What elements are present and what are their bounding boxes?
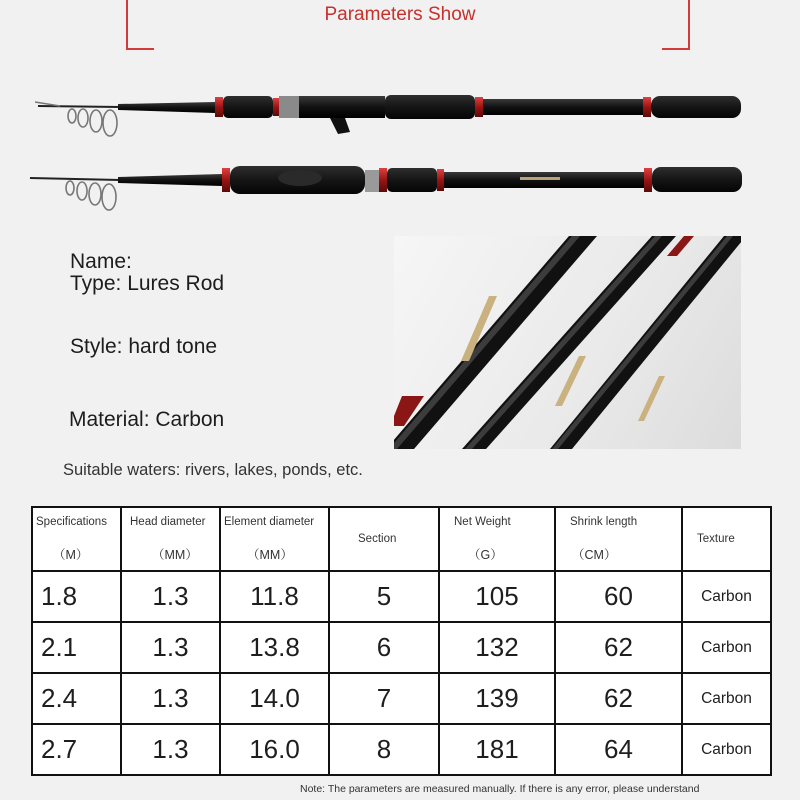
info-style: Style: hard tone: [70, 335, 218, 358]
cell-shrink-length: 64: [555, 724, 682, 775]
cell-spec: 2.1: [32, 622, 121, 673]
cell-texture: Carbon: [682, 724, 771, 775]
header-element-diameter: Element diameter （MM）: [220, 507, 329, 571]
header-bracket-right: [662, 0, 690, 50]
header-head-diameter: Head diameter （MM）: [121, 507, 220, 571]
guide-rings-2: [66, 181, 116, 210]
measurement-note: Note: The parameters are measured manually. If there is any error, please understand: [300, 783, 700, 795]
info-type: Type: Lures Rod: [70, 272, 225, 295]
cell-section: 7: [329, 673, 439, 724]
cell-head-diameter: 1.3: [121, 673, 220, 724]
cell-section: 6: [329, 622, 439, 673]
header-section: Section: [329, 507, 439, 571]
header-shrink-length: Shrink length （CM）: [555, 507, 682, 571]
header-fine-line: [250, 70, 550, 73]
cell-net-weight: 105: [439, 571, 555, 622]
info-name: Name:: [70, 250, 132, 273]
rod-closeup-photo: [394, 236, 741, 449]
rod-spinning: [30, 166, 742, 210]
cell-shrink-length: 60: [555, 571, 682, 622]
table-header-row: [32, 507, 771, 571]
rod-casting: [35, 95, 741, 136]
cell-texture: Carbon: [682, 622, 771, 673]
cell-element-diameter: 14.0: [220, 673, 329, 724]
table-row: [32, 622, 771, 673]
cell-net-weight: 139: [439, 673, 555, 724]
cell-net-weight: 181: [439, 724, 555, 775]
cell-element-diameter: 16.0: [220, 724, 329, 775]
cell-head-diameter: 1.3: [121, 724, 220, 775]
header-specifications: Specifications （M）: [32, 507, 121, 571]
page-title: Parameters Show: [324, 4, 476, 25]
cell-spec: 1.8: [32, 571, 121, 622]
cell-net-weight: 132: [439, 622, 555, 673]
cell-section: 8: [329, 724, 439, 775]
rod-closeup-segments: [394, 236, 741, 449]
info-material: Material: Carbon: [69, 408, 225, 431]
cell-spec: 2.4: [32, 673, 121, 724]
header-net-weight: Net Weight （G）: [439, 507, 555, 571]
info-suitable-waters: Suitable waters: rivers, lakes, ponds, etc.: [63, 461, 363, 479]
table-row: [32, 571, 771, 622]
header-texture: Texture: [682, 507, 771, 571]
cell-texture: Carbon: [682, 571, 771, 622]
cell-shrink-length: 62: [555, 622, 682, 673]
cell-element-diameter: 13.8: [220, 622, 329, 673]
spec-table: [31, 506, 772, 776]
cell-shrink-length: 62: [555, 673, 682, 724]
cell-element-diameter: 11.8: [220, 571, 329, 622]
table-row: [32, 724, 771, 775]
rod-illustration: [0, 80, 800, 220]
cell-texture: Carbon: [682, 673, 771, 724]
cell-section: 5: [329, 571, 439, 622]
cell-head-diameter: 1.3: [121, 622, 220, 673]
cell-head-diameter: 1.3: [121, 571, 220, 622]
cell-spec: 2.7: [32, 724, 121, 775]
table-row: [32, 673, 771, 724]
